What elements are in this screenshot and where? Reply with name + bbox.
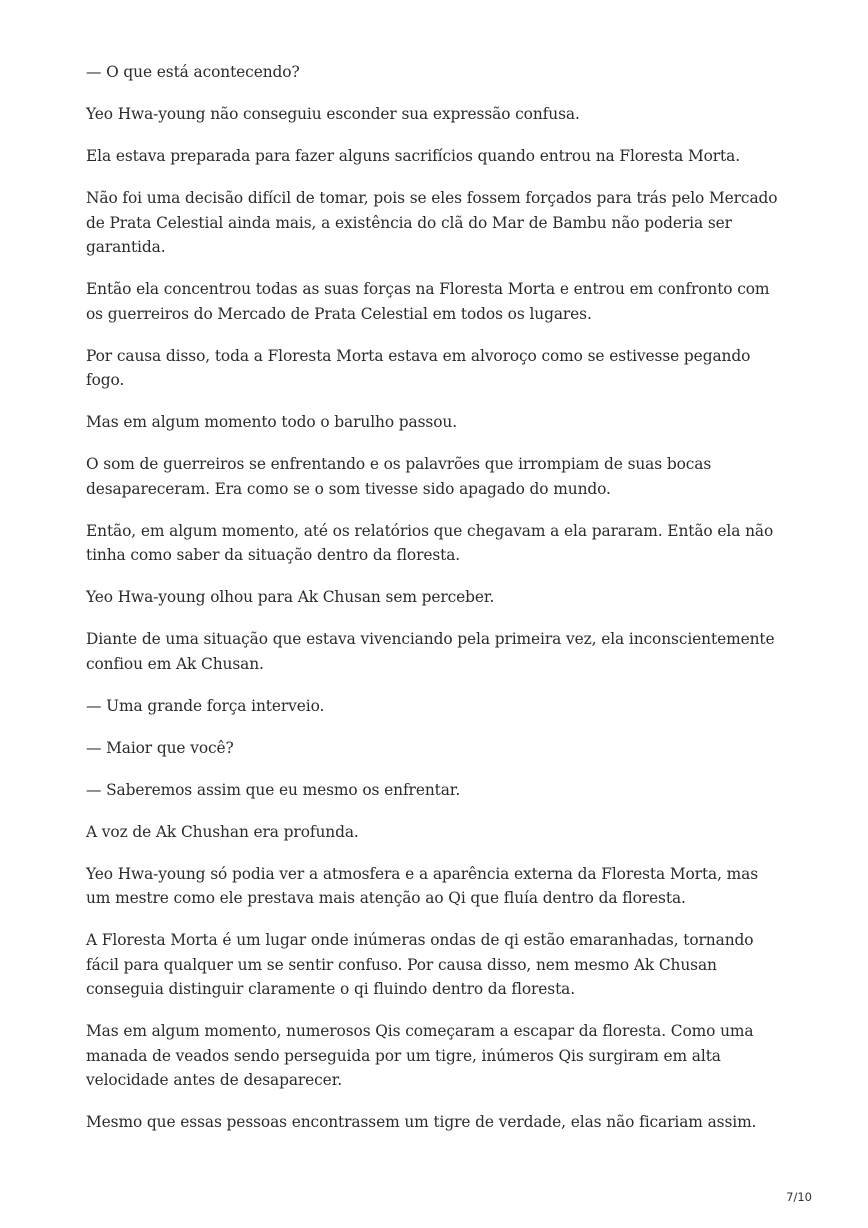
paragraph: A voz de Ak Chushan era profunda. xyxy=(86,822,359,841)
paragraph: Yeo Hwa-young só podia ver a atmosfera e a aparência externa da Floresta Morta, mas um mestre como ele prestava mais atenção ao Qi que fluía dentro da floresta. xyxy=(86,864,759,907)
paragraph: Diante de uma situação que estava vivenciando pela primeira vez, ela inconscientemente confiou em Ak Chusan. xyxy=(86,630,775,673)
paragraph: Então ela concentrou todas as suas forças na Floresta Morta e entrou em confronto com os guerreiros do Mercado de Prata Celestial em todos os lugares. xyxy=(86,280,770,323)
paragraph: A Floresta Morta é um lugar onde inúmeras ondas de qi estão emaranhadas, tornando fácil para qualquer um se sentir confuso. Por causa disso, nem mesmo Ak Chusan conseguia distinguir claramente o qi fluindo dentro da floresta. xyxy=(86,931,754,998)
paragraph: — Maior que você? xyxy=(86,738,234,757)
page-number: 7/10 xyxy=(786,1190,812,1204)
paragraph: Mas em algum momento, numerosos Qis começaram a escapar da floresta. Como uma manada de veados sendo perseguida por um tigre, inúmeros Qis surgiram em alta velocidade antes de desaparecer. xyxy=(86,1022,754,1089)
paragraph: O som de guerreiros se enfrentando e os palavrões que irrompiam de suas bocas desapareceram. Era como se o som tivesse sido apagado do mundo. xyxy=(86,455,712,498)
paragraph: Então, em algum momento, até os relatórios que chegavam a ela pararam. Então ela não tinha como saber da situação dentro da floresta. xyxy=(86,521,774,564)
document-body xyxy=(86,60,786,1152)
paragraph: Yeo Hwa-young não conseguiu esconder sua expressão confusa. xyxy=(86,105,580,123)
paragraph: — Uma grande força interveio. xyxy=(86,696,325,715)
paragraph: — O que está acontecendo? xyxy=(86,63,300,81)
paragraph: Yeo Hwa-young olhou para Ak Chusan sem perceber. xyxy=(86,588,495,606)
paragraph: Por causa disso, toda a Floresta Morta estava em alvoroço como se estivesse pegando fogo. xyxy=(86,346,751,389)
paragraph: Ela estava preparada para fazer alguns sacrifícios quando entrou na Floresta Morta. xyxy=(86,147,740,165)
paragraph: Mesmo que essas pessoas encontrassem um tigre de verdade, elas não ficariam assim. xyxy=(86,1113,757,1131)
paragraph: Mas em algum momento todo o barulho passou. xyxy=(86,413,457,431)
paragraph: Não foi uma decisão difícil de tomar, pois se eles fossem forçados para trás pelo Mercado de Prata Celestial ainda mais, a existência do clã do Mar de Bambu não poderia ser garantida. xyxy=(86,189,778,256)
paragraph: — Saberemos assim que eu mesmo os enfrentar. xyxy=(86,780,461,799)
